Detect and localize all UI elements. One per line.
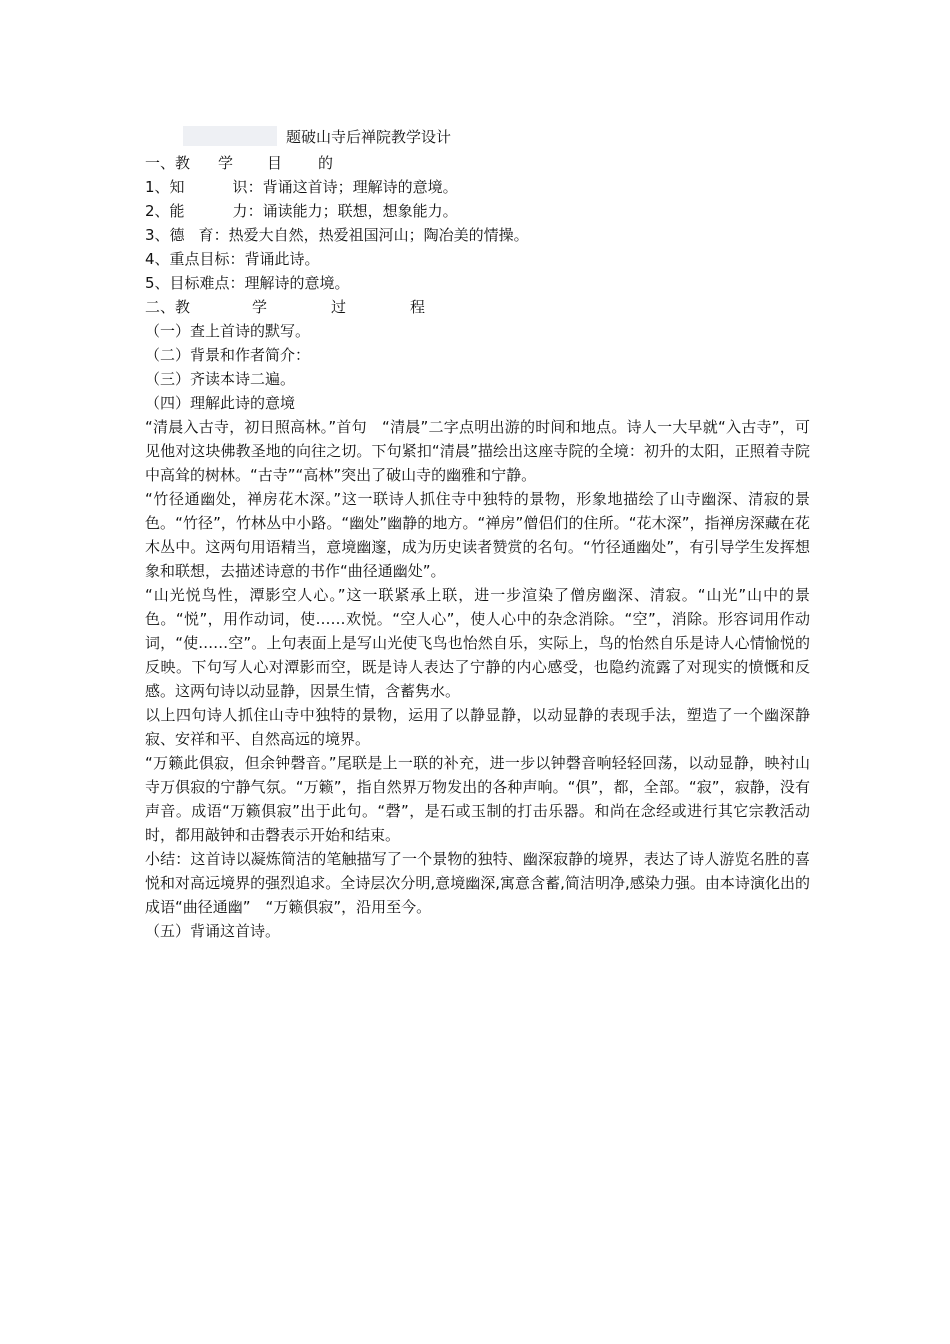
item-label: 3、德: [145, 226, 185, 244]
item-label: 力: [232, 202, 248, 220]
analysis-paragraph-5: “万籁此俱寂，但余钟磬音。”尾联是上一联的补充，进一步以钟磬音响轻轻回荡，以动显静，映衬山寺万俱寂的宁静气氛。“万籁”，指自然界万物发出的各种声响。“俱”，都，全部。“寂”，寂静，没有声音。成语“万籁俱寂”出于此句。“磬”，是石或玉制的打击乐器。和尚在念经或进行其它宗教活动时，都用敲钟和击磬表示开始和结束。: [145, 754, 810, 844]
goal-item-3: [145, 223, 810, 247]
section2-heading: [145, 295, 810, 319]
process-step-2: （二）背景和作者简介：: [145, 346, 311, 364]
goal-item-5: 5、目标难点：理解诗的意境。: [145, 274, 350, 292]
heading-char: 一、教: [145, 154, 191, 172]
heading-char: 程: [410, 298, 426, 316]
analysis-paragraph-2: “竹径通幽处，禅房花木深。”这一联诗人抓住寺中独特的景物，形象地描绘了山寺幽深、清寂的景色。“竹径”，竹林丛中小路。“幽处”幽静的地方。“禅房”僧侣们的住所。“花木深”，指禅房深藏在花木丛中。这两句用语精当，意境幽邃，成为历史读者赞赏的名句。“竹径通幽处”，有引导学生发挥想象和联想，去描述诗意的书作“曲径通幽处”。: [145, 490, 810, 580]
title-row: [145, 125, 810, 151]
heading-char: 过: [331, 298, 347, 316]
analysis-paragraph-1: “清晨入古寺，初日照高林。”首句 “清晨”二字点明出游的时间和地点。诗人一大早就“入古寺”，可见他对这块佛教圣地的向往之切。下句紧扣“清晨”描绘出这座寺院的全境：初升的太阳，正照着寺院中高耸的树林。“古寺”“高林”突出了破山寺的幽雅和宁静。: [145, 418, 810, 484]
goal-item-1: [145, 175, 810, 199]
process-step-1: （一）查上首诗的默写。: [145, 322, 311, 340]
summary-paragraph: 小结：这首诗以凝炼简洁的笔触描写了一个景物的独特、幽深寂静的境界，表达了诗人游览名胜的喜悦和对高远境界的强烈追求。全诗层次分明,意境幽深,寓意含蓄,简洁明净,感染力强。由本诗演化出的成语“曲径通幽” “万籁俱寂”，沿用至今。: [145, 850, 810, 916]
analysis-paragraph-3: “山光悦鸟性，潭影空人心。”这一联紧承上联，进一步渲染了僧房幽深、清寂。“山光”山中的景色。“悦”，用作动词，使……欢悦。“空人心”，使人心中的杂念消除。“空”，消除。形容词用作动词，“使……空”。上句表面上是写山光使飞鸟也怡然自乐，实际上，鸟的怡然自乐是诗人心情愉悦的反映。下句写人心对潭影而空，既是诗人表达了宁静的内心感受，也隐约流露了对现实的愤慨和反感。这两句诗以动显静，因景生情，含蓄隽水。: [145, 586, 810, 700]
item-text: ：背诵这首诗；理解诗的意境。: [247, 178, 458, 196]
heading-char: 的: [318, 154, 334, 172]
analysis-paragraph-4: 以上四句诗人抓住山寺中独特的景物，运用了以静显静，以动显静的表现手法，塑造了一个幽深静寂、安祥和平、自然高远的境界。: [145, 706, 810, 748]
section1-heading: [145, 151, 810, 175]
item-label: 育: [198, 226, 214, 244]
item-text: ：热爱大自然，热爱祖国河山；陶冶美的情操。: [213, 226, 529, 244]
item-text: ：诵读能力；联想，想象能力。: [247, 202, 458, 220]
heading-char: 学: [218, 154, 234, 172]
heading-char: 目: [267, 154, 283, 172]
heading-char: 二、教: [145, 298, 191, 316]
title-highlight-box: [183, 126, 277, 146]
goal-item-4: 4、重点目标：背诵此诗。: [145, 250, 320, 268]
document-title: 题破山寺后禅院教学设计: [286, 128, 452, 146]
item-label: 1、知: [145, 178, 185, 196]
document-page: [145, 125, 810, 943]
process-step-5: （五）背诵这首诗。: [145, 922, 281, 940]
process-step-4: （四）理解此诗的意境: [145, 394, 296, 412]
item-label: 识: [232, 178, 248, 196]
process-step-3: （三）齐读本诗二遍。: [145, 370, 296, 388]
heading-char: 学: [252, 298, 268, 316]
item-label: 2、能: [145, 202, 185, 220]
goal-item-2: [145, 199, 810, 223]
